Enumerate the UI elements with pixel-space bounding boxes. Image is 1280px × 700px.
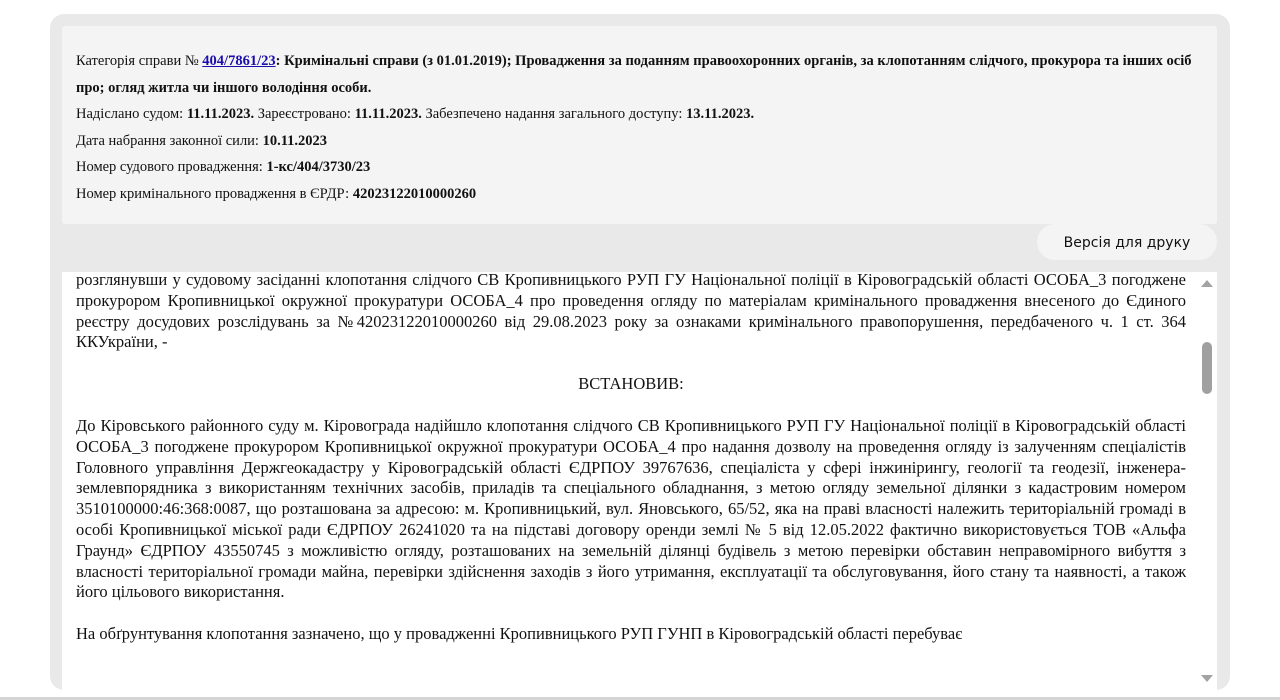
scroll-thumb[interactable] [1202,342,1212,394]
effective-date-label: Дата набрання законної сили: [76,132,259,149]
case-metadata-panel [62,26,1217,224]
erdr-line [76,181,1203,208]
vertical-scrollbar[interactable] [1197,272,1217,690]
effective-date-value: 10.11.2023 [262,132,328,149]
registered-label: Зареєстровано: [257,106,351,122]
document-paragraph: На обґрунтування клопотання зазначено, що у провадженні Кропивницького РУП ГУНП в Кіровоградській області перебуває [76,624,963,644]
erdr-number: 42023122010000260 [352,185,477,202]
access-label: Забезпечено надання загального доступу: [425,106,683,122]
print-version-button[interactable]: Версія для друку [1037,224,1217,260]
access-date: 13.11.2023. [686,106,755,122]
dates-line [76,101,1203,128]
case-category-label: Категорія справи № [76,53,199,69]
document-text-viewport[interactable] [62,272,1197,690]
erdr-label: Номер кримінального провадження в ЄРДР: [76,185,350,202]
document-body [76,272,1186,666]
case-category-line [76,48,1203,101]
document-heading: ВСТАНОВИВ: [578,374,684,394]
sent-date: 11.11.2023. [186,106,255,122]
case-number-link[interactable]: 404/7861/23 [202,53,276,69]
sent-label: Надіслано судом: [76,106,184,122]
scroll-up-arrow-icon[interactable] [1201,280,1213,287]
scroll-down-arrow-icon[interactable] [1201,675,1213,682]
court-case-line [76,154,1203,181]
document-card [50,14,1230,690]
effective-date-line [76,128,1203,155]
registered-date: 11.11.2023. [354,106,422,122]
case-category-text: : Кримінальні справи (з 01.01.2019); Провадження за поданням правоохоронних органів, за клопотанням слідчого, прокурора та інших осіб про; огляд житла чи іншого володіння особи. [76,53,1192,96]
court-case-number: 1-кс/404/3730/23 [266,159,371,175]
document-paragraph: розглянувши у судовому засіданні клопотання слідчого СВ Кропивницького РУП ГУ Національної поліції в Кіровоградській області ОСОБА_3 погоджене прокурором Кропивницької окружної прокуратури ОСОБА_4 про проведення огляду по матеріалам кримінального провадження внесеного до Єдиного реєстру досудових розслідувань за №42023122010000260 від 29.08.2023 року за ознаками кримінального правопорушення, передбаченого ч. 1 ст. 364 ККУкраїни, - [76,272,1186,352]
document-paragraph: До Кіровського районного суду м. Кіровограда надійшло клопотання слідчого СВ Кропивницького РУП ГУ Національної поліції в Кіровоградській області ОСОБА_3 погоджене прокурором Кропивницької окружної прокуратури ОСОБА_4 про надання дозволу на проведення огляду із залученням спеціалістів Головного управління Держгеокадастру у Кіровоградській області ЄДРПОУ 39767636, спеціаліста у сфері інжинірингу, геології та геодезії, інженера-землевпорядника з використанням технічних засобів, приладів та спеціального обладнання, з метою огляду земельної ділянки з кадастровим номером 3510100000:46:368:0087, що розташована за адресою: м. Кропивницький, вул. Яновського, 65/52, яка на праві власності належить територіальній громаді в особі Кропивницької міської ради ЄДРПОУ 26241020 та на підставі договору оренди землі № 5 від 12.05.2022 фактично використовується ТОВ «Альфа Граунд» ЄДРПОУ 43550745 з можливістю огляду, розташованих на земельній ділянці будівель з метою перевірки обставин неправомірного вибуття з власності територіальної громади майна, перевірки здійснення заходів з його утримання, експлуатації та обслуговування, його стану та наявності, а також його цільового використання. [76,415,1186,602]
court-case-label: Номер судового провадження: [76,159,263,175]
